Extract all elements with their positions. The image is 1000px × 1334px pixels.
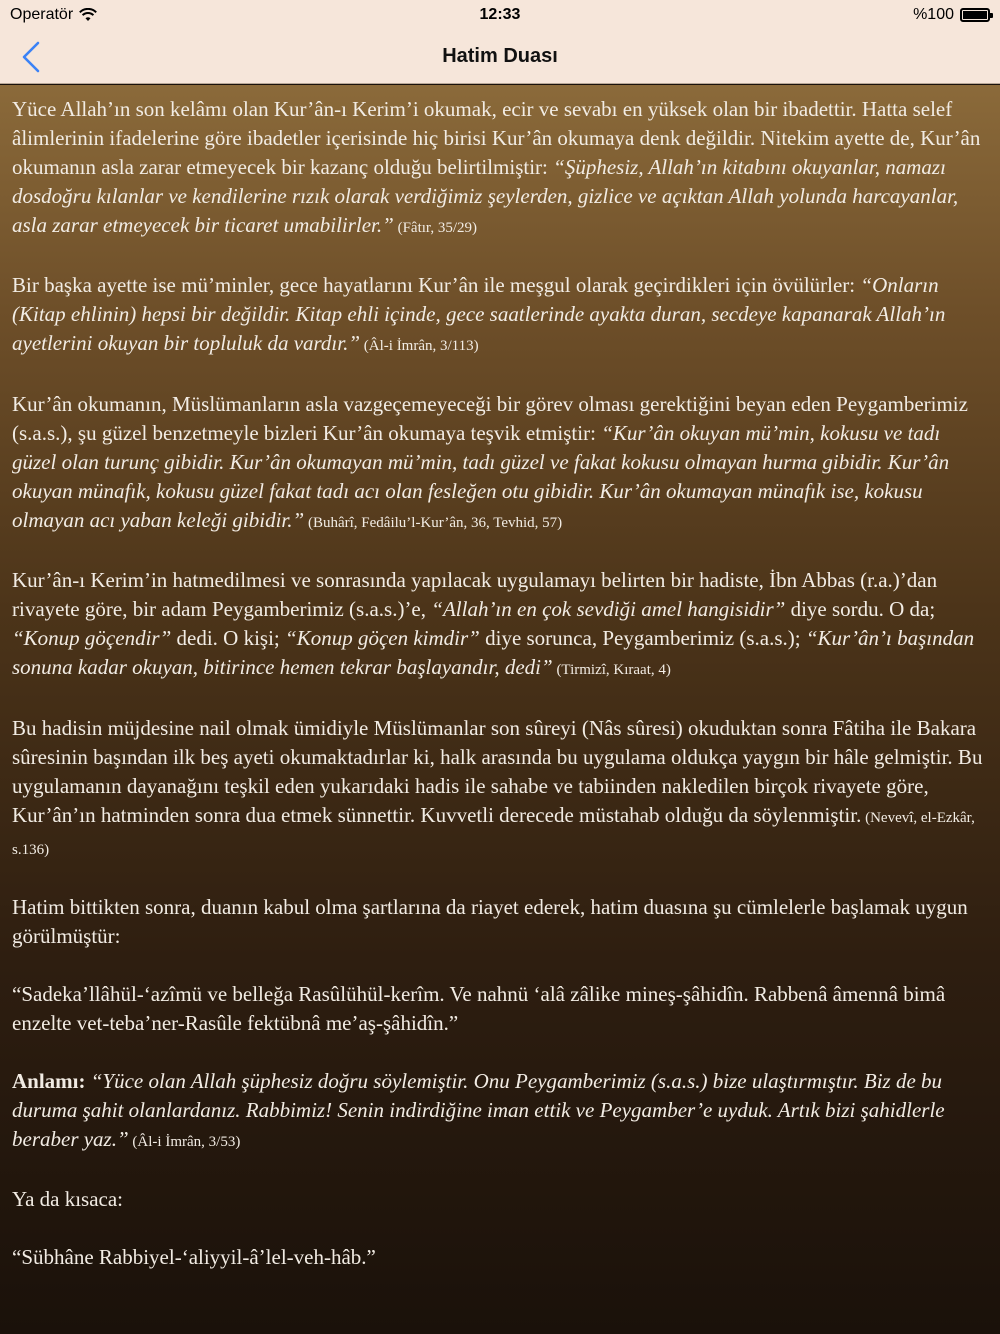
navigation-bar: [0, 30, 1000, 84]
paragraph-5: [12, 714, 986, 865]
source-reference: (Âl-i İmrân, 3/53): [128, 1133, 241, 1150]
page-title: Hatim Duası: [442, 45, 558, 67]
hadith-quote: “Konup göçendir”: [12, 626, 172, 651]
prayer-text: “Sadeka’llâhül-‘azîmü ve belleğa Rasûlühül-kerîm. Ve nahnü ‘alâ zâlike mineş-şâhidîn. Rabbenâ âmennâ bimâ enzelte vet-teba’ner-Rasûle fektübnâ me’aş-şâhidîn.”: [12, 982, 946, 1035]
hadith-quote: “Kur’ân okuyan mü’min, kokusu ve tadı güzel olan turunç gibidir. Kur’ân okumayan mü’min, tadı güzel ve fakat kokusu olmayan hurma gibidir. Kur’ân okuyan münafık, kokusu güzel fakat tadı acı olan fesleğen otu gibidir. Kur’ân okumayan münafık ise, kokusu olmayan acı yaban keleği gibidir.”: [12, 420, 950, 532]
source-reference: (Buhârî, Fedâilu’l-Kur’ân, 36, Tevhid, 57): [304, 514, 563, 531]
source-reference: (Tirmizî, Kıraat, 4): [552, 662, 671, 679]
carrier-label: Operatör: [10, 6, 74, 23]
paragraph-text: Bir başka ayette ise mü’minler, gece hayatlarını Kur’ân ile meşgul olarak geçirdikleri için övülürler:: [12, 273, 861, 298]
source-reference: (Âl-i İmrân, 3/113): [360, 338, 479, 355]
paragraph-4: [12, 566, 986, 685]
paragraph-text: diye sordu. O da;: [785, 597, 936, 622]
paragraph-10: [12, 1243, 986, 1272]
paragraph-2: [12, 271, 986, 361]
paragraph-text: Yüce Allah’ın son kelâmı olan Kur’ân-ı Kerim’i okumak, ecir ve sevabı en yüksek olan bir ibadettir. Hatta selef âlimlerinin ifadelerine göre ibadetler içerisinde hiç birisi Kur’ân okumaya denk değildir. Nitekim ayette de, Kur’ân okumanın asla zarar etmeyecek bir kazanç olduğu belirtilmiştir:: [12, 97, 981, 179]
source-reference: (Nevevî, el-Ezkâr, s.136): [12, 809, 975, 858]
paragraph-text: Kur’ân-ı Kerim’in hatmedilmesi ve sonrasında yapılacak uygulamayı belirten bir hadiste, İbn Abbas (r.a.)’dan rivayete göre, bir adam Peygamberimiz (s.a.s.)’e,: [12, 568, 938, 622]
hadith-quote: “Allah’ın en çok sevdiği amel hangisidir”: [431, 597, 786, 622]
paragraph-6: [12, 893, 986, 951]
paragraph-text: Bu hadisin müjdesine nail olmak ümidiyle Müslümanlar son sûreyi (Nâs sûresi) okuduktan sonra Fâtiha ile Bakara sûresinin başından ilk beş ayeti okumaktadırlar ki, halk arasında bu uygulama oldukça yaygın bir hâle gelmiştir. Bu uygulamanın dayanağını teşkil eden yukarıdaki hadis ile sahabe ve tabiinden nakledilen birçok rivayete göre, Kur’ân’ın hatminden sonra dua etmek sünnettir. Kuvvetli derecede müstahab olduğu da söylenmiştir.: [12, 715, 983, 827]
paragraph-1: [12, 95, 986, 243]
hadith-quote: “Kur’ân’ı başından sonuna kadar okuyan, bitirince hemen tekrar başlayandır, dedi”: [12, 626, 975, 680]
article-content: [0, 85, 1000, 1334]
paragraph-text: Ya da kısaca:: [12, 1187, 124, 1212]
paragraph-text: Hatim bittikten sonra, duanın kabul olma şartlarına da riayet ederek, hatim duasına şu cümlelerle başlamak uygun görülmüştür:: [12, 895, 968, 949]
meaning-label: Anlamı:: [12, 1068, 86, 1093]
paragraph-9: [12, 1185, 986, 1214]
status-time: 12:33: [479, 6, 521, 23]
status-right: [913, 6, 990, 24]
paragraph-7: [12, 980, 986, 1038]
paragraph-text: Kur’ân okumanın, Müslümanların asla vazgeçemeyeceği bir görev olması gerektiğini beyan eden Peygamberimiz (s.a.s.), şu güzel benzetmeyle bizleri Kur’ân okumaya teşvik etmiştir:: [12, 392, 968, 445]
prayer-text: “Sübhâne Rabbiyel-‘aliyyil-â’lel-veh-hâb.”: [12, 1245, 376, 1270]
paragraph-3: [12, 390, 986, 538]
status-bar: [0, 0, 1000, 30]
battery-percent: %100: [913, 6, 954, 23]
paragraph-text: dedi. O kişi;: [171, 626, 286, 651]
paragraph-8: [12, 1067, 986, 1157]
battery-icon: [960, 8, 990, 22]
paragraph-text: diye sorunca, Peygamberimiz (s.a.s.);: [479, 626, 806, 651]
verse-quote: “Şüphesiz, Allah’ın kitabını okuyanlar, namazı dosdoğru kılanlar ve kendilerine rızık olarak verdiğimiz şeylerden, gizlice ve açıktan Allah yolunda harcayanlar, asla zarar etmeyecek bir ticaret umabilirler.”: [12, 154, 959, 237]
verse-quote: “Onların (Kitap ehlinin) hepsi bir değildir. Kitap ehli içinde, gece saatlerinde ayakta duran, secdeye kapanarak Allah’ın ayetlerini okuyan bir topluluk da vardır.”: [12, 273, 946, 356]
meaning-quote: “Yüce olan Allah şüphesiz doğru söylemiştir. Onu Peygamberimiz (s.a.s.) bize ulaştırmıştır. Biz de bu duruma şahit olanlardanız. Rabbimiz! Senin indirdiğine iman ettik ve Peygamber’e uyduk. Artık bizi şahidlerle beraber yaz.”: [12, 1068, 945, 1151]
hadith-quote: “Konup göçen kimdir”: [285, 626, 480, 651]
source-reference: (Fâtır, 35/29): [393, 219, 477, 236]
